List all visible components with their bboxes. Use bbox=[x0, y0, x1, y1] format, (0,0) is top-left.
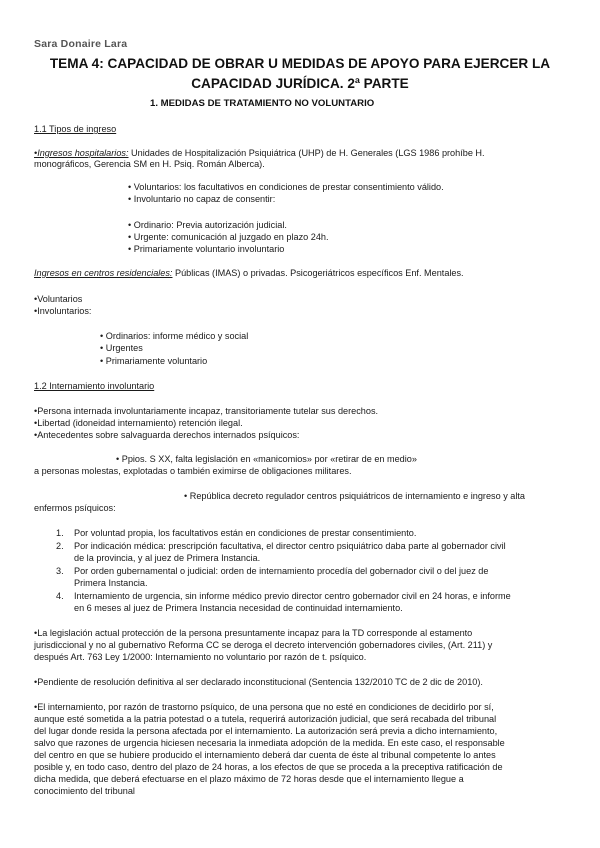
bullet-urgente: • Urgente: comunicación al juzgado en plazo 24h. bbox=[128, 232, 329, 242]
list-number: 4. bbox=[56, 591, 64, 601]
heading-internamiento: 1.2 Internamiento involuntario bbox=[34, 381, 155, 391]
para-internamiento-6: posible y, en todo caso, dentro del plazo de 24 horas, a los efectos de que se proceda a la preceptiva ratificación de bbox=[34, 762, 503, 772]
bullet-republica: • República decreto regulador centros psiquiátricos de internamiento e ingreso y alta bbox=[184, 491, 526, 501]
page-title bbox=[30, 54, 570, 94]
para-legislacion-3: después Art. 763 Ley 1/2000: Internamiento no voluntario por razón de t. psíquico. bbox=[34, 652, 367, 662]
para-persona-internada: •Persona internada involuntariamente incapaz, transitoriamente tutelar sus derechos. bbox=[34, 406, 379, 416]
bullet-primariamente-voluntario: • Primariamente voluntario bbox=[100, 356, 208, 366]
heading-tipos-ingreso: 1.1 Tipos de ingreso bbox=[34, 124, 117, 134]
hospital-paragraph bbox=[34, 148, 485, 159]
list-number: 2. bbox=[56, 541, 64, 551]
para-internamiento-4: salvo que razones de urgencia hiciesen necesaria la inmediata adopción de la medida. En este caso, el responsable bbox=[34, 738, 505, 748]
ppios-continuation: a personas molestas, explotadas o también eximirse de obligaciones militares. bbox=[34, 466, 352, 476]
hospital-text-2: monográficos, Gerencia SM en H. Psiq. Román Alberca). bbox=[34, 159, 265, 169]
para-legislacion-2: jurisdiccional y no al gubernativo Reforma CC se deroga el decreto intervención gobernadores civiles, (Art. 211) y bbox=[34, 640, 493, 650]
hospital-label: •Ingresos hospitalarios: bbox=[34, 148, 129, 158]
list-item-text: Por indicación médica: prescripción facultativa, el director centro psiquiátrico daba parte al gobernador civil bbox=[74, 541, 506, 551]
list-item-text: en 6 meses al juez de Primera Instancia necesidad de continuidad internamiento. bbox=[74, 603, 403, 613]
para-internamiento-5: del centro en que se hubiere producido el internamiento deberá dar cuenta de éste al tribunal competente lo antes bbox=[34, 750, 496, 760]
bullet-voluntarios: • Voluntarios: los facultativos en condiciones de prestar consentimiento válido. bbox=[128, 182, 444, 192]
section-subtitle: 1. MEDIDAS DE TRATAMIENTO NO VOLUNTARIO bbox=[150, 98, 375, 109]
list-item-text: Por voluntad propia, los facultativos están en condiciones de prestar consentimiento. bbox=[74, 528, 417, 538]
hospital-text: Unidades de Hospitalización Psiquiátrica (UHP) de H. Generales (LGS 1986 prohíbe H. bbox=[128, 148, 485, 158]
list-number: 1. bbox=[56, 528, 64, 538]
para-internamiento-3: del lugar donde resida la persona afectada por el internamiento. La autorización será previa a dicho internamiento, bbox=[34, 726, 498, 736]
title-line-1: TEMA 4: CAPACIDAD DE OBRAR U MEDIDAS DE APOYO PARA EJERCER LA bbox=[49, 56, 551, 71]
para-libertad: •Libertad (idoneidad internamiento) retención ilegal. bbox=[34, 418, 243, 428]
residential-label: Ingresos en centros residenciales: bbox=[34, 268, 173, 278]
bullet-ppios: • Ppios. S XX, falta legislación en «manicomios» por «retirar de en medio» bbox=[116, 454, 417, 464]
residential-text: Públicas (IMAS) o privadas. Psicogeriátricos específicos Enf. Mentales. bbox=[172, 268, 464, 278]
para-internamiento-1: •El internamiento, por razón de trastorno psíquico, de una persona que no esté en condiciones de decidirlo por sí, bbox=[34, 702, 494, 712]
bullet-ordinarios: • Ordinarios: informe médico y social bbox=[100, 331, 249, 341]
bullet-urgentes: • Urgentes bbox=[100, 343, 143, 353]
list-item-text: Internamiento de urgencia, sin informe médico previo director centro gobernador civil en 24 horas, e informe bbox=[74, 591, 511, 601]
republica-continuation: enfermos psíquicos: bbox=[34, 503, 116, 513]
bullet-ordinario: • Ordinario: Previa autorización judicial. bbox=[128, 220, 287, 230]
list-item-text: de la provincia, y al juez de Primera Instancia. bbox=[74, 553, 261, 563]
para-internamiento-8: conocimiento del tribunal bbox=[34, 786, 135, 796]
bullet-primariamente: • Primariamente voluntario involuntario bbox=[128, 244, 285, 254]
list-item-text: Primera Instancia. bbox=[74, 578, 148, 588]
bullet-involuntario: • Involuntario no capaz de consentir: bbox=[128, 194, 276, 204]
para-internamiento-2: aunque esté sometida a la patria potestad o a tutela, requerirá autorización judicial, que será recabada del tribunal bbox=[34, 714, 497, 724]
list-number: 3. bbox=[56, 566, 64, 576]
item-voluntarios: •Voluntarios bbox=[34, 294, 83, 304]
author-name: Sara Donaire Lara bbox=[34, 38, 128, 50]
title-line-2: CAPACIDAD JURÍDICA. 2ª PARTE bbox=[191, 76, 409, 91]
list-item-text: Por orden gubernamental o judicial: orden de internamiento procedía del gobernador civil o del juez de bbox=[74, 566, 489, 576]
residential-paragraph bbox=[34, 268, 464, 279]
para-pendiente: •Pendiente de resolución definitiva al ser declarado inconstitucional (Sentencia 132/2010 TC de 2 dic de 2010). bbox=[34, 677, 483, 687]
para-antecedentes: •Antecedentes sobre salvaguarda derechos internados psíquicos: bbox=[34, 430, 300, 440]
para-legislacion-1: •La legislación actual protección de la persona presuntamente incapaz para la TD corresponde al estamento bbox=[34, 628, 473, 638]
item-involuntarios: •Involuntarios: bbox=[34, 306, 92, 316]
para-internamiento-7: dicha medida, que deberá efectuarse en el plazo máximo de 72 horas desde que el internamiento llegue a bbox=[34, 774, 464, 784]
